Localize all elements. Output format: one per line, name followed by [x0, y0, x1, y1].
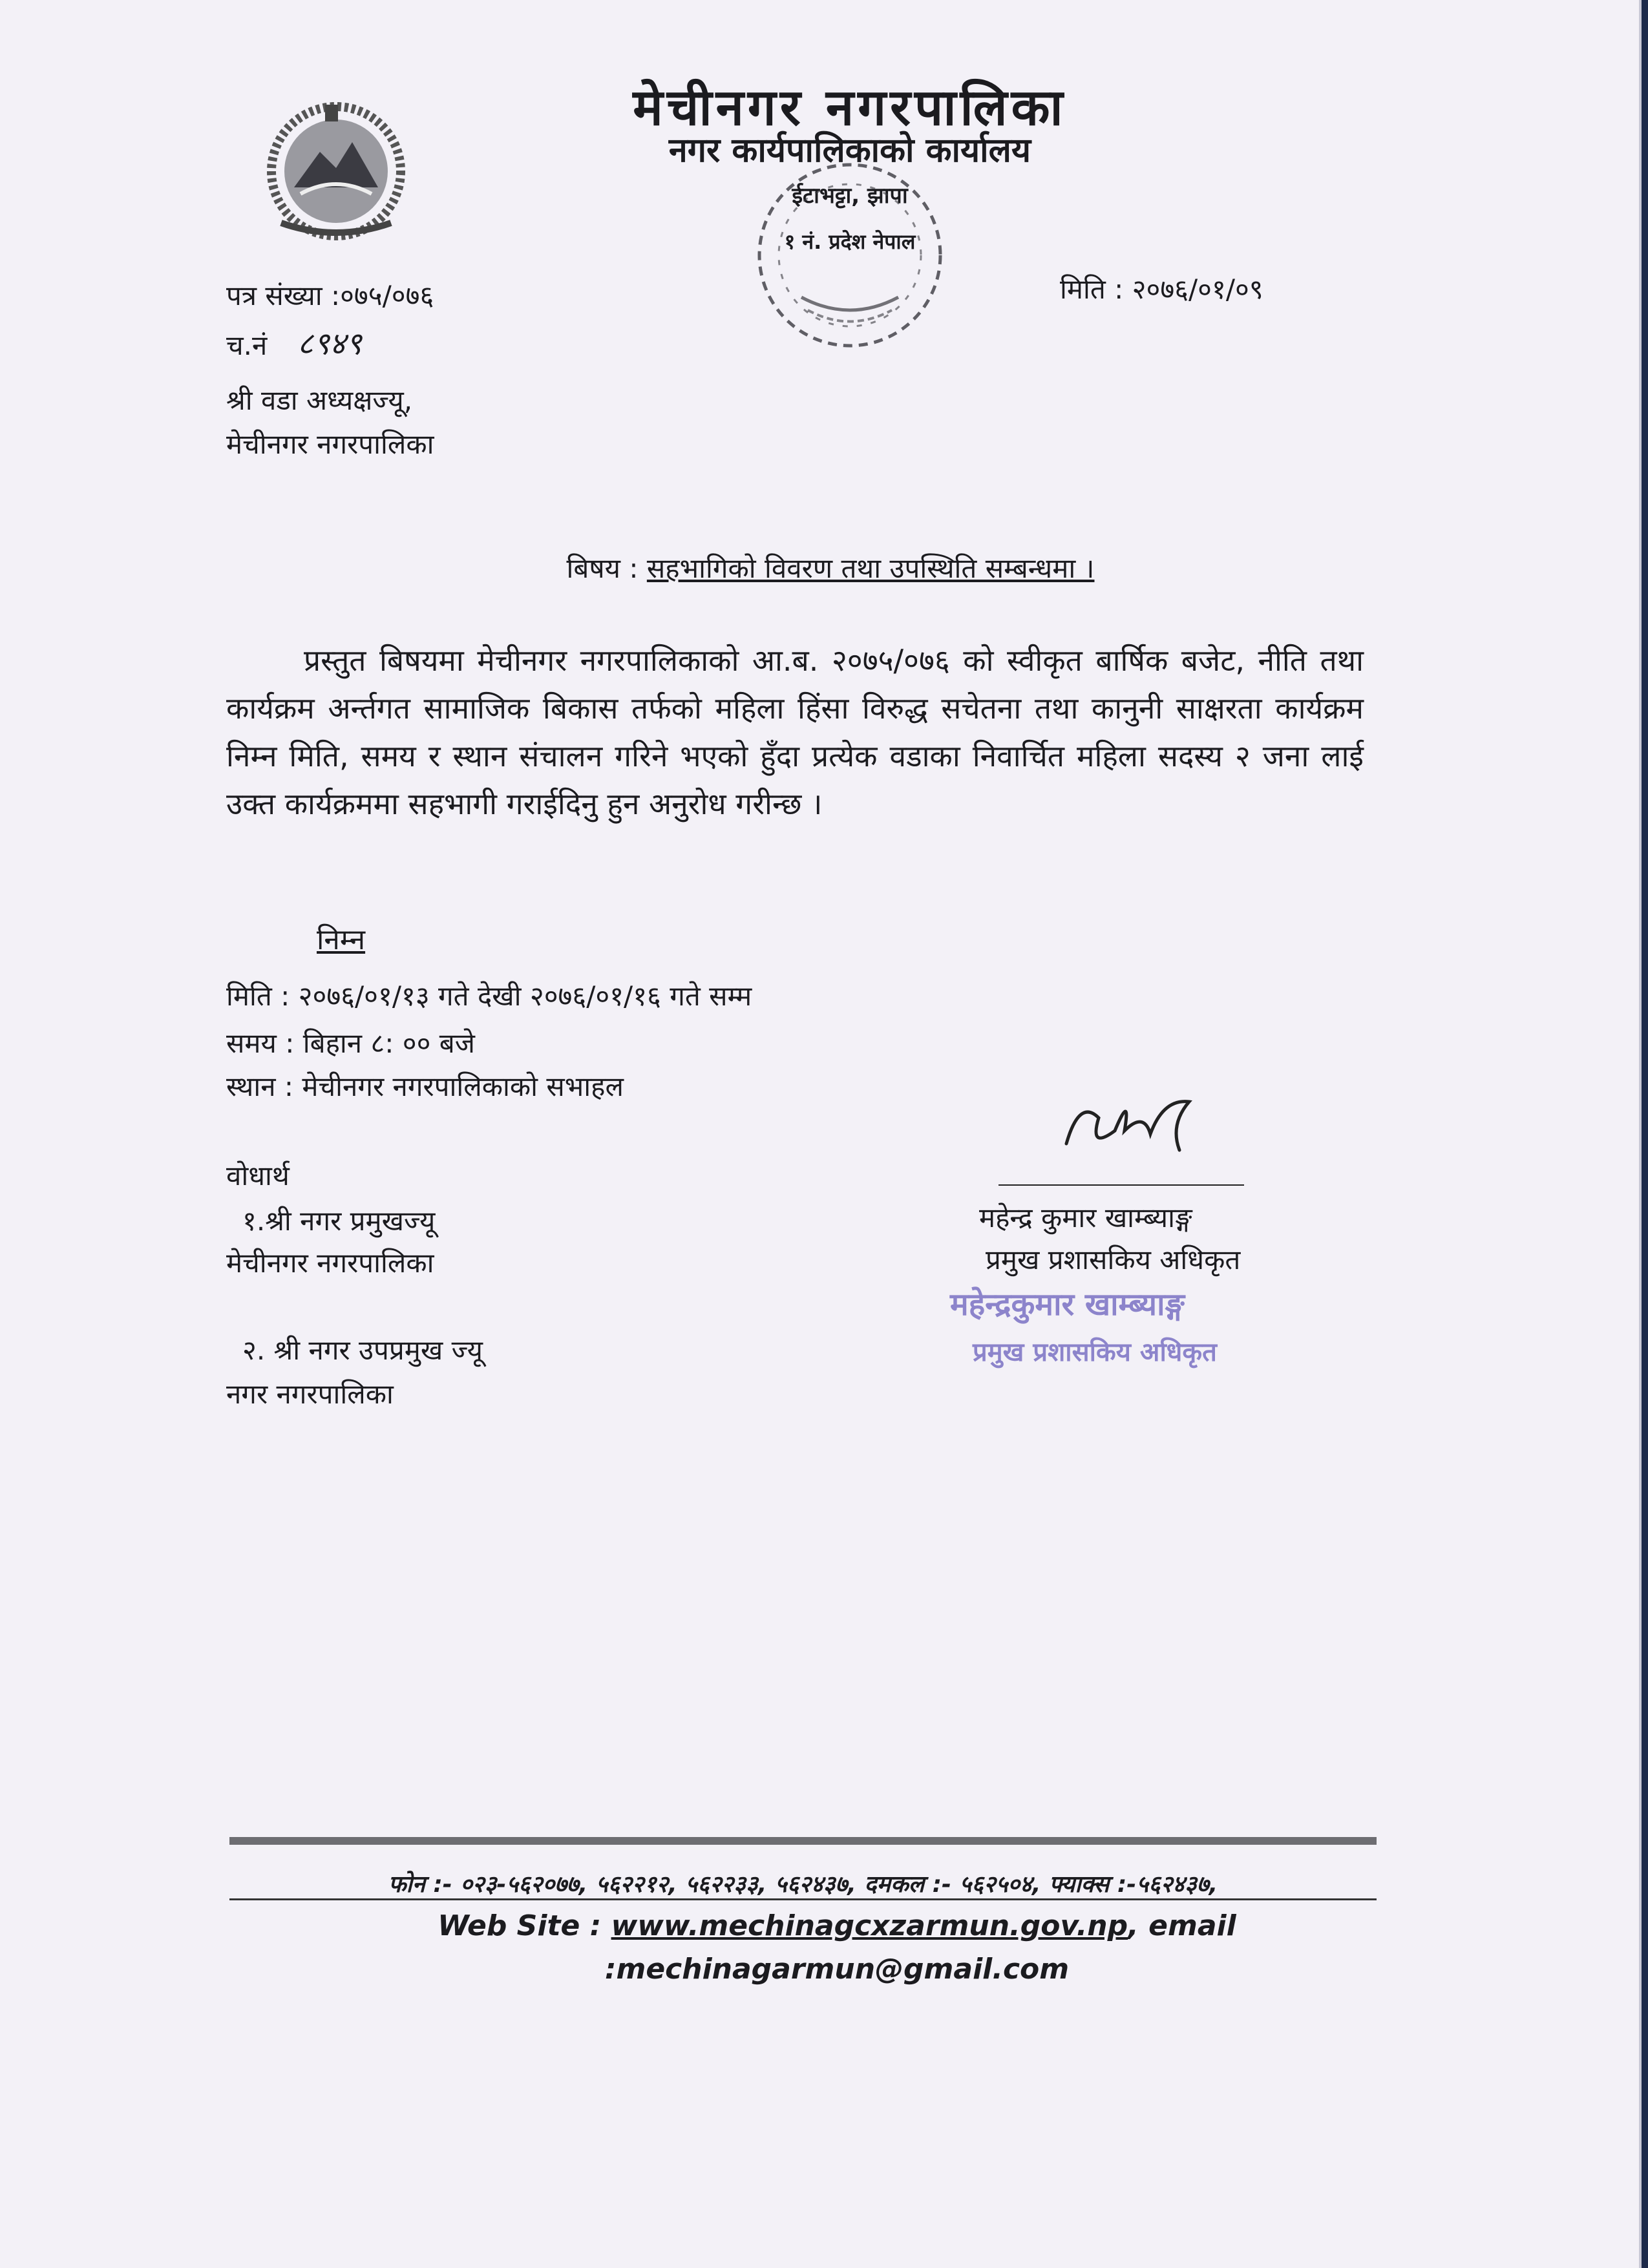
office-name: नगर कार्यपालिकाको कार्यालय [668, 131, 1031, 170]
signature-line [998, 1184, 1244, 1186]
signatory-stamp-line-2: प्रमुख प्रशासकिय अधिकृत [973, 1338, 1217, 1367]
footer-website [0, 1909, 1648, 1942]
recipient-line-1: श्री वडा अध्यक्षज्यू, [226, 384, 413, 416]
cc-item-2-line-1: २. श्री नगर उपप्रमुख ज्यू [242, 1334, 483, 1366]
dispatch-number-label: च.नं [226, 330, 268, 361]
letter-date: मिति : २०७६/०१/०९ [1060, 273, 1263, 305]
footer-underline [229, 1898, 1377, 1900]
dispatch-number-handwritten: ८९४९ [297, 326, 362, 362]
subject-text: सहभागिको विवरण तथा उपस्थिति सम्बन्धमा । [646, 552, 1095, 584]
schedule-time: समय : बिहान ८: ०० बजे [226, 1027, 475, 1059]
footer-email[interactable]: :mechinagarmun@gmail.com [604, 1953, 1070, 1986]
schedule-heading: निम्न [317, 923, 366, 956]
body-paragraph-block [226, 636, 1364, 828]
signatory-stamp-line-1: महेन्द्रकुमार खाम्ब्याङ्ग [950, 1286, 1185, 1323]
body-paragraph: प्रस्तुत बिषयमा मेचीनगर नगरपालिकाको आ.ब. २०७५/०७६ को स्वीकृत बार्षिक बजेट, नीति तथा कार्यक्रम अर्न्तगत सामाजिक बिकास तर्फको महिला हिंसा विरुद्ध सचेतना तथा कानुनी साक्षरता कार्यक्रम निम्न मिति, समय र स्थान संचालन गरिने भएको हुँदा प्रत्येक वडाका निवार्चित महिला सदस्य २ जना लाई उक्त कार्यक्रममा सहभागी गराईदिनु हुन अनुरोध गरीन्छ । [226, 643, 1364, 821]
organization-name: मेचीनगर नगरपालिका [633, 79, 1067, 137]
handwritten-signature [1053, 1073, 1209, 1170]
office-seal-stamp [743, 149, 956, 362]
letter-number: पत्र संख्या :०७५/०७६ [226, 280, 434, 311]
schedule-venue: स्थान : मेचीनगर नगरपालिकाको सभाहल [226, 1071, 624, 1102]
subject-line [0, 549, 1648, 586]
website-link[interactable]: www.mechinagcxzarmun.gov.np [611, 1909, 1128, 1942]
cc-item-2-line-2: नगर नगरपालिका [226, 1378, 394, 1410]
schedule-date: मिति : २०७६/०१/१३ गते देखी २०७६/०१/१६ गते सम्म [226, 980, 752, 1012]
recipient-line-2: मेचीनगर नगरपालिका [226, 428, 434, 460]
address-line-2: १ नं. प्रदेश नेपाल [784, 229, 916, 254]
address-line-1: ईटाभट्टा, झापा [792, 183, 908, 209]
subject-label: बिषय : [566, 552, 639, 584]
website-label: Web Site : [438, 1909, 602, 1942]
footer-phone: फोन :- ०२३-५६२०७७, ५६२२१२, ५६२२३३, ५६२४३७, दमकल :- ५६२५०४, फ्याक्स :-५६२४३७, [388, 1871, 1218, 1898]
footer-rule [229, 1837, 1377, 1845]
email-label: , email [1128, 1909, 1236, 1942]
cc-item-1-line-1: १.श्री नगर प्रमुखज्यू [242, 1205, 436, 1237]
signatory-name: महेन्द्र कुमार खाम्ब्याङ्ग [979, 1202, 1192, 1234]
cc-heading: वोधार्थ [226, 1160, 290, 1192]
signatory-title: प्रमुख प्रशासकिय अधिकृत [986, 1244, 1241, 1276]
cc-item-1-line-2: मेचीनगर नगरपालिका [226, 1247, 434, 1279]
